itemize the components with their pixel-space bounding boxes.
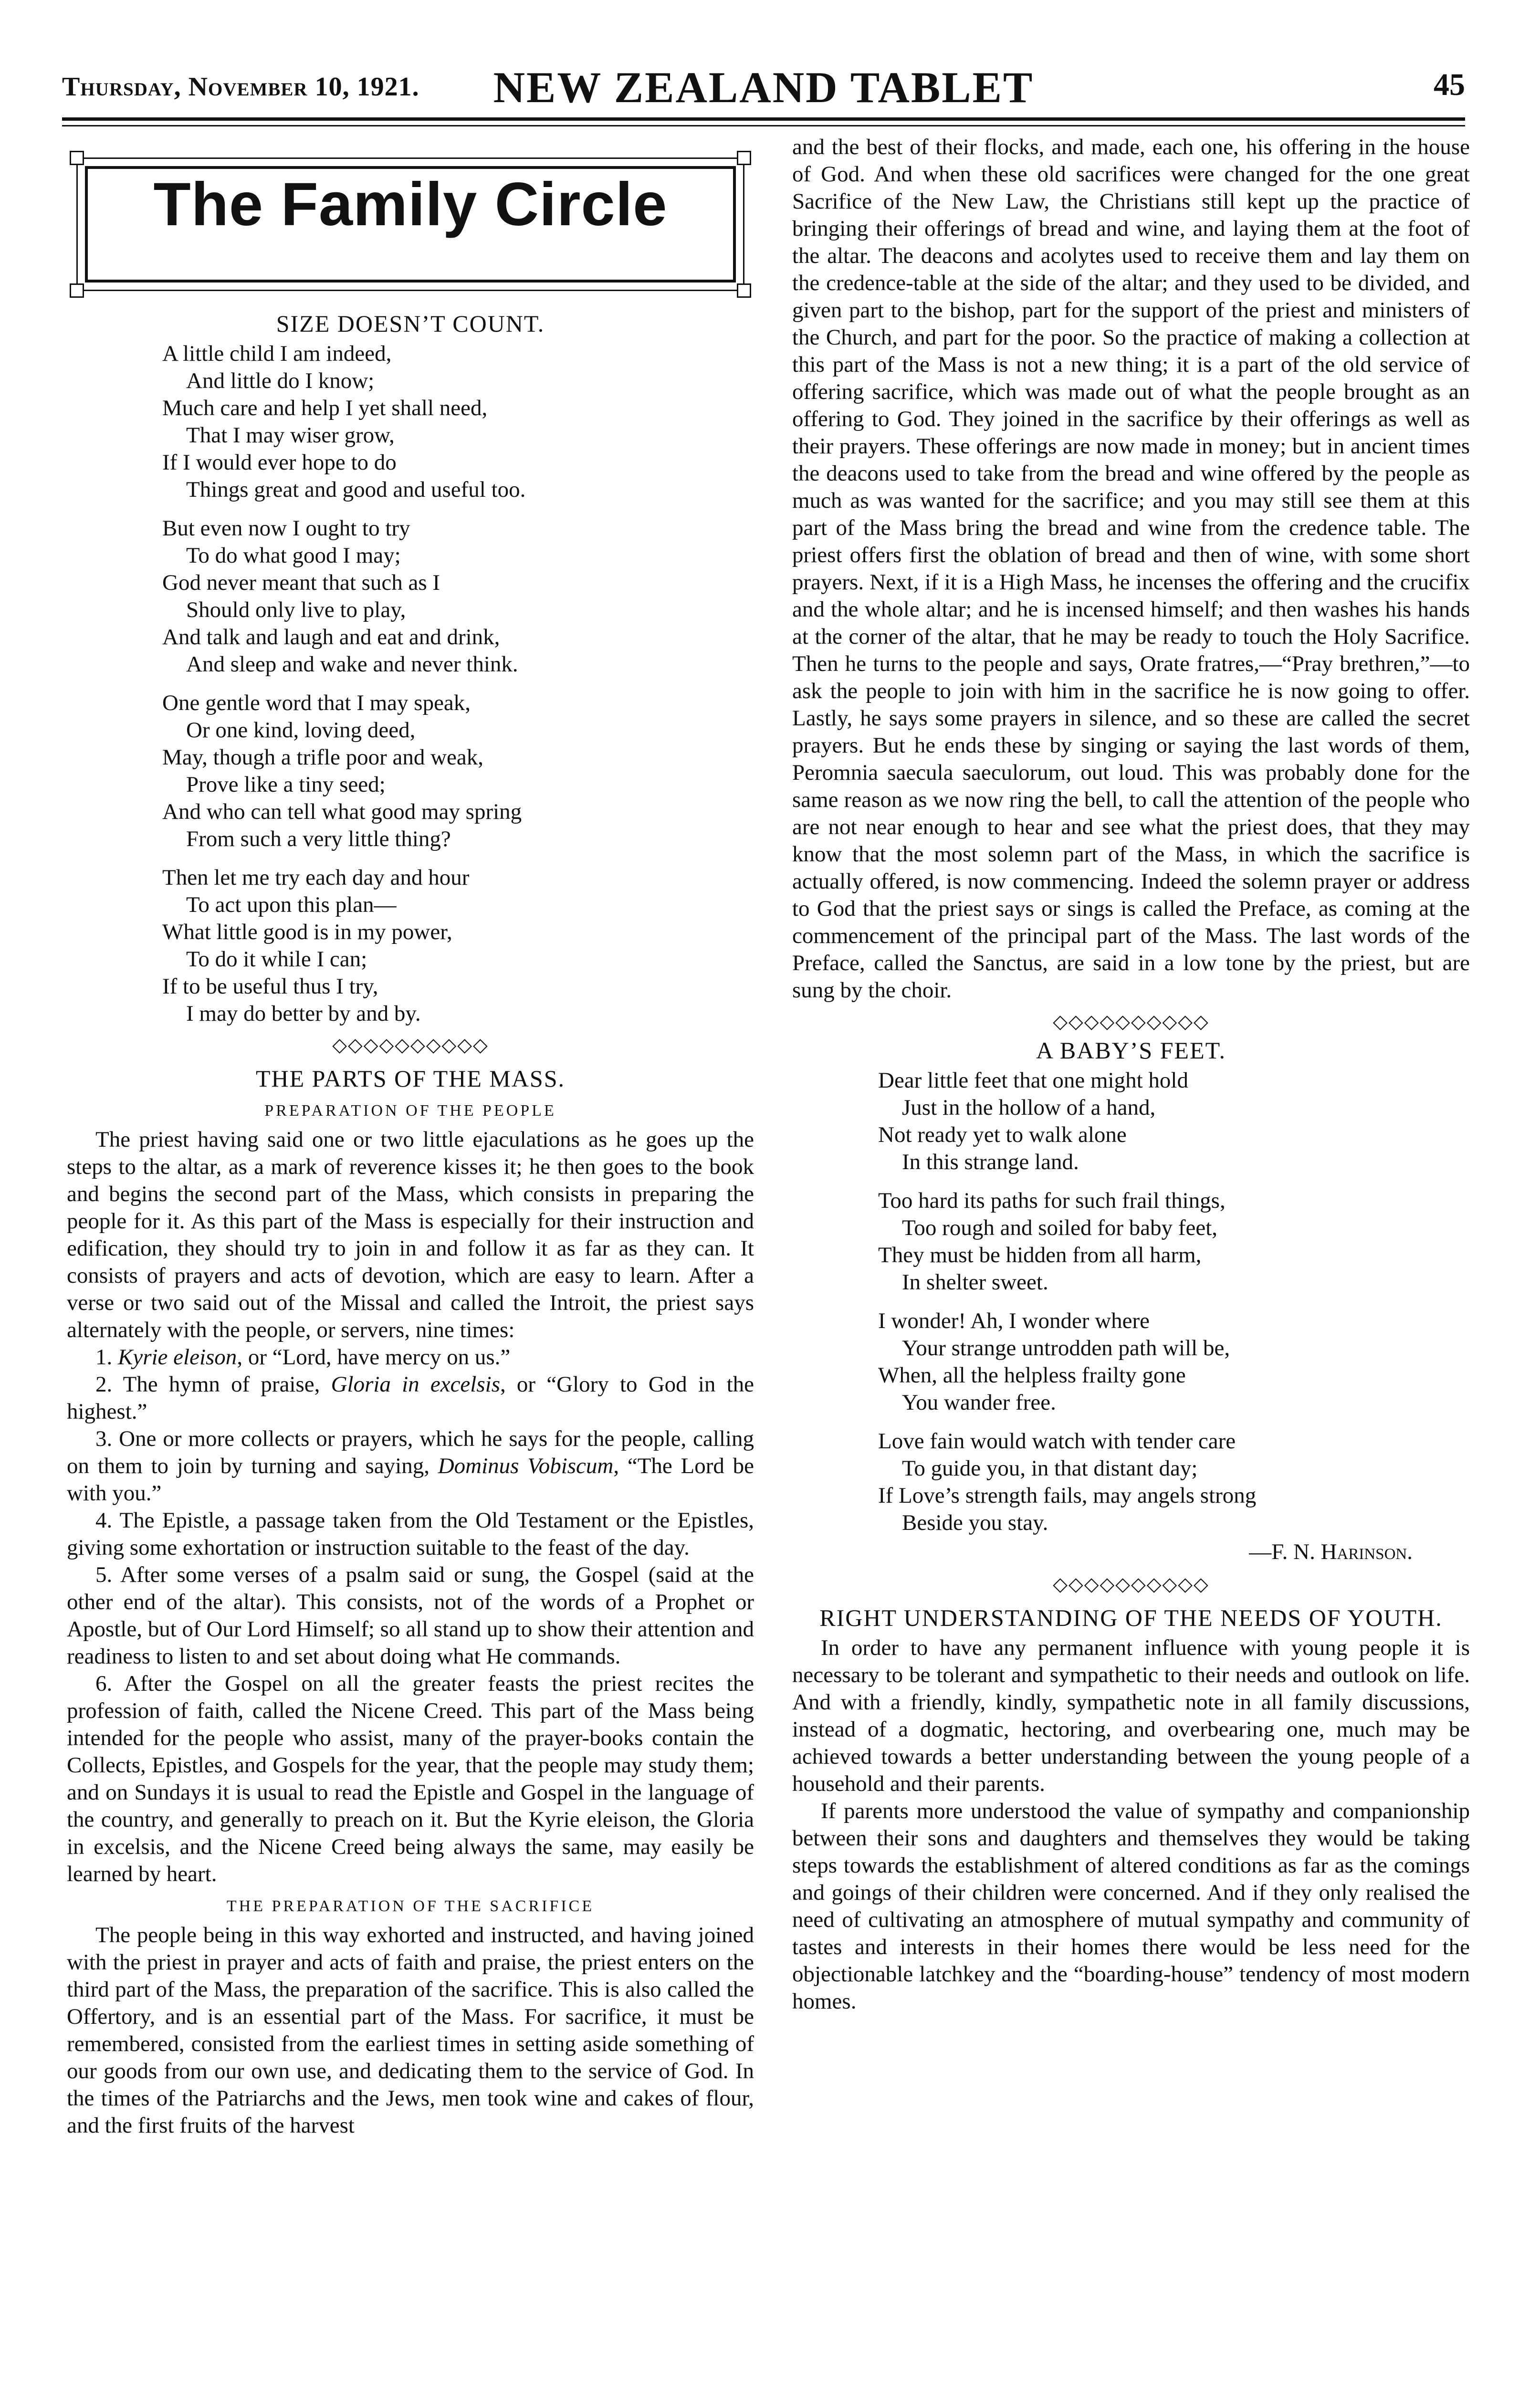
poem-line: You wander free.	[902, 1390, 1056, 1415]
corner-ornament	[737, 151, 751, 165]
poem-line: And little do I know;	[186, 368, 375, 393]
poem-line: From such a very little thing?	[186, 827, 451, 851]
right-column	[792, 134, 1470, 2015]
poem-line: To do it while I can;	[186, 947, 367, 972]
article-subheading: PREPARATION OF THE PEOPLE	[264, 1102, 556, 1120]
poem-line: Prove like a tiny seed;	[186, 772, 386, 797]
poem-line: Or one kind, loving deed,	[186, 718, 416, 743]
poem-a-babys-feet	[792, 1067, 1470, 1537]
article-paragraph: In order to have any permanent influence with young people it is necessary to be tolerant and sympathetic to their needs and outlook on life. And with a friendly, kindly, sympathetic note in all family discussions, instead of a dogmatic, hectoring, and overbearing one, much may be achieved towards a better understanding between the young people of a household and their parents.	[792, 1635, 1470, 1796]
page-number: 45	[1434, 67, 1465, 102]
poem-title: SIZE DOESN’T COUNT.	[276, 310, 545, 337]
poem-line: Beside you stay.	[902, 1510, 1048, 1535]
list-text: 3. One or more collects or prayers, which he says for the people, calling on them to join by turning and saying,	[67, 1426, 754, 1478]
masthead	[62, 57, 1465, 119]
poem-line: They must be hidden from all harm,	[878, 1243, 1202, 1267]
poem-line: Your strange untrodden path will be,	[902, 1336, 1230, 1360]
corner-ornament	[737, 283, 751, 298]
poem-line: If to be useful thus I try,	[162, 974, 378, 999]
section-title: The Family Circle	[153, 170, 668, 239]
poem-author: —F. N. Harinson.	[1249, 1539, 1413, 1564]
poem-stanza	[162, 864, 754, 1027]
list-item: 4. The Epistle, a passage taken from the Old Testament or the Epistles, giving some exhortation or instruction suitable to the feast of the day.	[67, 1508, 754, 1560]
article-paragraph: The priest having said one or two little ejaculations as he goes up the steps to the altar, as a mark of reverence kisses it; he then goes to the book and begins the second part of the Mass, which consists in preparing the people for it. As this part of the Mass is especially for their instruction and edification, they should try to join in and follow it as far as they can. It consists of prayers and acts of devotion, which are easy to learn. After a verse or two said out of the Missal and called the Introit, the priest says alternately with the people, or servers, nine times:	[67, 1127, 754, 1342]
poem-title: A BABY’S FEET.	[1036, 1037, 1226, 1064]
poem-line: Too rough and soiled for baby feet,	[902, 1215, 1218, 1240]
poem-stanza	[162, 340, 754, 503]
poem-line: Love fain would watch with tender care	[878, 1429, 1236, 1454]
poem-line: Not ready yet to walk alone	[878, 1122, 1127, 1147]
article-subheading: THE PREPARATION OF THE SACRIFICE	[226, 1897, 595, 1915]
ornamental-divider: ◇◇◇◇◇◇◇◇◇◇	[1053, 1573, 1209, 1595]
poem-line: Should only live to play,	[186, 597, 406, 622]
corner-ornament	[70, 151, 84, 165]
corner-ornament	[70, 283, 84, 298]
ornamental-divider: ◇◇◇◇◇◇◇◇◇◇	[332, 1034, 489, 1056]
article-paragraph: and the best of their flocks, and made, each one, his offering in the house of God. And when these old sacrifices were changed for the one great Sacrifice of the New Law, the Christians still kept up the practice of bringing their offerings of bread and wine, and laying them at the foot of the altar. The deacons and acolytes used to receive them and lay them on the credence-table at the side of the altar; and they used to be divided, and given part to the bishop, part for the support of the priest and ministers of the Church, and part for the poor. So the practice of making a collection at this part of the Mass is not a new thing; it is a part of the old service of offering sacrifice, which was made out of what the people brought as an offering to God. They joined in the sacrifice by their offerings as well as their prayers. These offerings are now made in money; but in ancient times the deacons used to take from the bread and wine offered by the people as much as was wanted for the sacrifice; and you may still see them at this part of the Mass bring the bread and wine from the credence table. The priest offers first the oblation of bread and then of wine, with some short prayers. Next, if it is a High Mass, he incenses the offering and the crucifix and the whole altar; and he is incensed himself; and then washes his hands at the corner of the altar, that he may be ready to touch the Holy Sacrifice. Then he turns to the people and says, Orate fratres,—“Pray brethren,”—to ask the people to join with him in the sacrifice he is now going to offer. Lastly, he says some prayers in silence, and so these are called the secret prayers. But he ends these by singing or saying the last words of them, Peromnia saecula saeculorum, out loud. This was probably done for the same reason as we now ring the bell, to call the attention of the people who are not near enough to hear and see what the priest does, that they may know that the most solemn part of the Mass, in which the sacrifice is actually offered, is now commencing. Indeed the solemn prayer or address to God that the priest says or sings is called the Preface, as coming at the commencement of the principal part of the Mass. The last words of the Preface, called the Sanctus, are said in a low tone by the priest, but are sung by the choir.	[792, 135, 1470, 1003]
list-text: 1.	[95, 1345, 118, 1370]
poem-stanza	[878, 1187, 1470, 1296]
poem-line: What little good is in my power,	[162, 920, 452, 944]
list-item	[67, 1344, 754, 1371]
left-column	[67, 157, 754, 2139]
newspaper-title: NEW ZEALAND TABLET	[493, 63, 1034, 112]
poem-stanza	[878, 1428, 1470, 1537]
article-paragraph: The people being in this way exhorted and instructed, and having joined with the priest in prayer and acts of faith and praise, the priest enters on the third part of the Mass, the preparation of the sacrifice. This is also called the Offertory, and is an essential part of the Mass. For sacrifice, it must be remembered, consisted from the earliest times in setting aside something of our goods from our own use, and dedicating them to the service of God. In the times of the Patriarchs and the Jews, men took wine and cakes of flour, and the first fruits of the harvest	[67, 1923, 754, 2138]
poem-line: Dear little feet that one might hold	[878, 1068, 1188, 1093]
poem-line: Much care and help I yet shall need,	[162, 396, 488, 420]
list-text: , or “Glory to God in the highest.”	[67, 1372, 754, 1424]
poem-line: One gentle word that I may speak,	[162, 691, 471, 715]
poem-line: In shelter sweet.	[902, 1270, 1048, 1295]
list-item: 6. After the Gospel on all the greater feasts the priest recites the profession of faith, called the Nicene Creed. This part of the Mass being intended for the people who assist, many of the prayer-books contain the Collects, Epistles, and Gospels for the year, that the people may study them; and on Sundays it is usual to read the Epistle and Gospel in the language of the country, and generally to preach on it. But the Kyrie eleison, the Gloria in excelsis, and the Nicene Creed being always the same, may easily be learned by heart.	[67, 1671, 754, 1886]
article-paragraph: If parents more understood the value of sympathy and companionship between their sons and daughters and themselves they would be taking steps towards the establishment of altered conditions as far as the comings and goings of their children were concerned. And if they only realised the need of cultivating an atmosphere of mutual sympathy and community of tastes and interests in their homes there would be less need for the objectionable latchkey and the “boarding-house” tendency of most modern homes.	[792, 1799, 1470, 2014]
poem-line: Then let me try each day and hour	[162, 865, 470, 890]
poem-line: A little child I am indeed,	[162, 341, 392, 366]
issue-date: Thursday, November 10, 1921.	[62, 72, 419, 102]
list-text: , “The Lord be with you.”	[67, 1454, 754, 1506]
poem-line: And sleep and wake and never think.	[186, 652, 518, 677]
poem-line: To do what good I may;	[186, 543, 401, 568]
poem-line: Just in the hollow of a hand,	[902, 1095, 1156, 1120]
list-text: , or “Lord, have mercy on us.”	[237, 1345, 511, 1370]
poem-line: I wonder! Ah, I wonder where	[878, 1308, 1150, 1333]
poem-line: When, all the helpless frailty gone	[878, 1363, 1186, 1388]
list-term: Gloria in excelsis	[331, 1372, 500, 1397]
poem-size-doesnt-count	[67, 340, 754, 1027]
list-item: 5. After some verses of a psalm said or sung, the Gospel (said at the other end of the altar). This consists, not of the words of a Prophet or Apostle, but of Our Lord Himself; so all stand up to show their attention and readiness to listen to and set about doing what He commands.	[67, 1562, 754, 1669]
poem-line: Too hard its paths for such frail things,	[878, 1188, 1226, 1213]
poem-stanza	[162, 515, 754, 678]
list-item	[67, 1425, 754, 1507]
poem-line: If I would ever hope to do	[162, 450, 397, 475]
poem-line: Things great and good and useful too.	[186, 477, 526, 502]
poem-line: But even now I ought to try	[162, 516, 410, 541]
poem-line: I may do better by and by.	[186, 1001, 421, 1026]
poem-line: God never meant that such as I	[162, 570, 440, 595]
list-term: Kyrie eleison	[118, 1345, 237, 1370]
poem-line: If Love’s strength fails, may angels strong	[878, 1483, 1257, 1508]
poem-line: And talk and laugh and eat and drink,	[162, 625, 500, 649]
poem-line: To guide you, in that distant day;	[902, 1456, 1198, 1481]
ornamental-divider: ◇◇◇◇◇◇◇◇◇◇	[1053, 1011, 1209, 1032]
poem-line: May, though a trifle poor and weak,	[162, 745, 484, 770]
poem-line: To act upon this plan—	[186, 892, 397, 917]
section-title-box	[76, 157, 744, 291]
poem-stanza	[878, 1308, 1470, 1416]
poem-line: And who can tell what good may spring	[162, 799, 522, 824]
poem-stanza	[162, 690, 754, 853]
masthead-rule-thin	[62, 125, 1465, 126]
poem-line: In this strange land.	[902, 1150, 1079, 1174]
article-title: THE PARTS OF THE MASS.	[255, 1065, 566, 1092]
article-title: RIGHT UNDERSTANDING OF THE NEEDS OF YOUTH.	[819, 1604, 1443, 1631]
masthead-rule-thick	[62, 117, 1465, 121]
list-text: 2. The hymn of praise,	[95, 1372, 331, 1397]
list-item	[67, 1371, 754, 1425]
poem-stanza	[878, 1067, 1470, 1176]
list-term: Dominus Vobiscum	[438, 1454, 614, 1478]
poem-line: That I may wiser grow,	[186, 423, 395, 448]
